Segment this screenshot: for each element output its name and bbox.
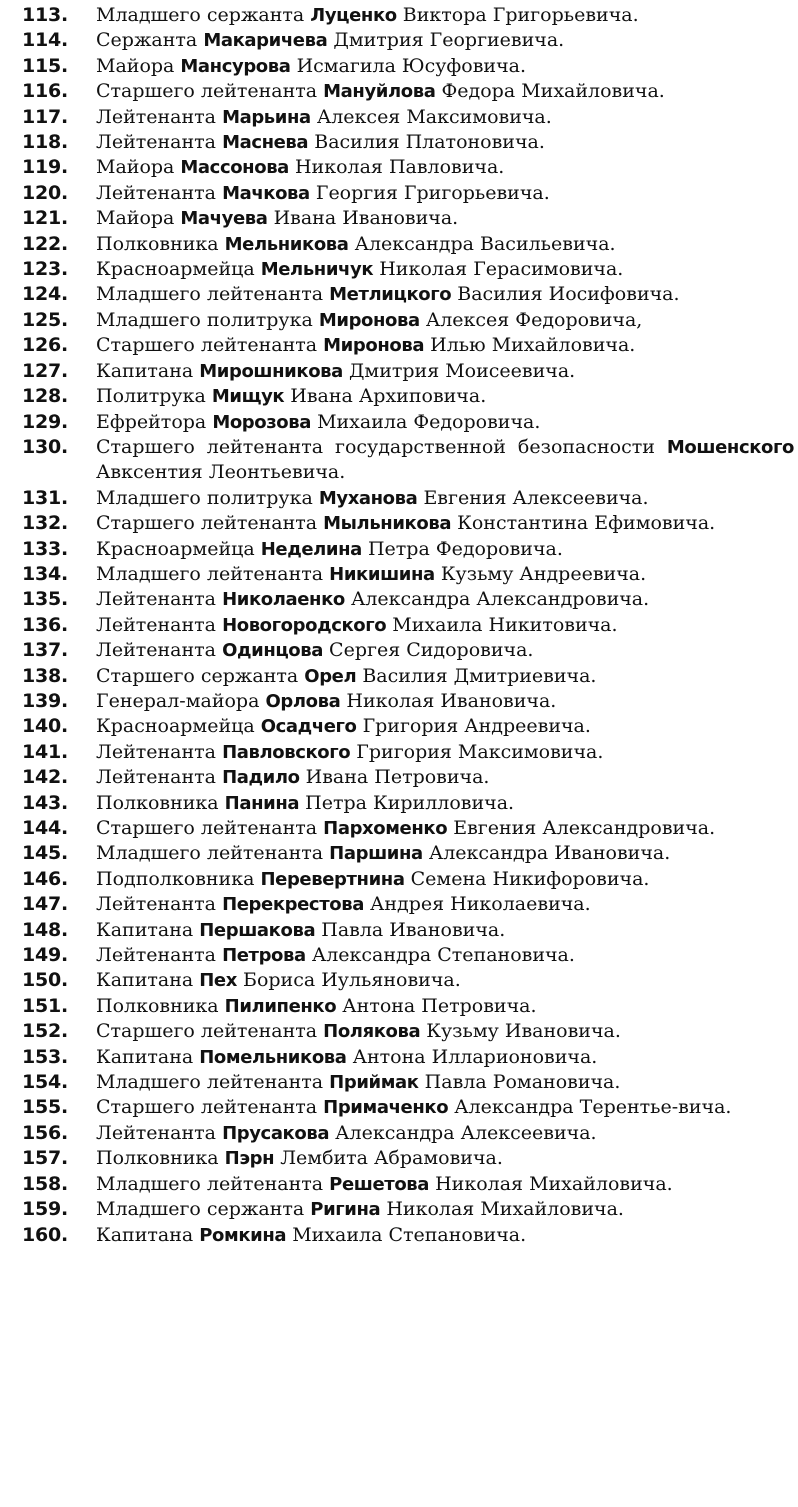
entry-surname: Мищук bbox=[211, 386, 285, 408]
entry-rank: Ефрейтора bbox=[96, 410, 207, 433]
entry-number: 144. bbox=[22, 817, 69, 839]
entry-rank: Полковника bbox=[96, 791, 219, 814]
entry-rank: Капитана bbox=[96, 1223, 194, 1246]
entry-number: 142. bbox=[22, 766, 69, 789]
list-item bbox=[0, 740, 798, 765]
entry-number: 141. bbox=[22, 740, 69, 763]
entry-surname: Мельникова bbox=[224, 233, 349, 255]
entry-rank: Младшего лейтенанта bbox=[96, 283, 324, 306]
entry-rank: Младшего лейтенанта bbox=[96, 842, 324, 865]
entry-rank: Старшего лейтенанта bbox=[96, 80, 318, 103]
entry-text bbox=[96, 1172, 794, 1197]
list-item bbox=[0, 511, 798, 536]
list-item bbox=[0, 765, 798, 790]
list-item bbox=[0, 714, 798, 739]
entry-number: 143. bbox=[22, 791, 69, 814]
entry-surname: Мануйлова bbox=[323, 81, 436, 103]
entry-number: 148. bbox=[22, 918, 69, 941]
entry-number: 146. bbox=[22, 867, 69, 890]
entry-given-names: Ивана Петровича. bbox=[305, 766, 490, 789]
entry-number: 147. bbox=[22, 893, 69, 916]
entry-rank: Капитана bbox=[96, 918, 194, 941]
list-item bbox=[0, 206, 798, 231]
entry-rank: Лейтенанта bbox=[96, 893, 217, 916]
entry-surname: Осадчего bbox=[260, 716, 357, 738]
entry-number: 151. bbox=[22, 994, 69, 1017]
entry-text bbox=[96, 155, 794, 180]
entry-given-names: Константина Ефимовича. bbox=[457, 512, 716, 535]
entry-surname: Массонова bbox=[180, 157, 289, 179]
entry-text bbox=[96, 308, 794, 333]
list-item bbox=[0, 1019, 798, 1044]
entry-number: 113. bbox=[22, 4, 69, 26]
entry-text bbox=[96, 918, 794, 943]
entry-surname: Мансурова bbox=[180, 55, 291, 77]
list-item bbox=[0, 486, 798, 511]
entry-surname: Ромкина bbox=[199, 1224, 287, 1246]
entry-number: 126. bbox=[22, 334, 69, 357]
entry-surname: Перевертнина bbox=[260, 868, 405, 890]
list-item bbox=[0, 664, 798, 689]
list-item bbox=[0, 54, 798, 79]
list-item bbox=[0, 155, 798, 180]
entry-number: 155. bbox=[22, 1096, 69, 1119]
entry-rank: Политрука bbox=[96, 385, 206, 408]
entry-rank: Подполковника bbox=[96, 867, 255, 890]
entry-rank: Майора bbox=[96, 54, 175, 77]
entry-text bbox=[96, 384, 794, 409]
list-item bbox=[0, 587, 798, 612]
entry-text bbox=[96, 968, 794, 993]
entry-rank: Лейтенанта bbox=[96, 181, 217, 204]
entry-rank: Красноармейца bbox=[96, 715, 255, 738]
entry-rank: Полковника bbox=[96, 994, 219, 1017]
entry-rank: Майора bbox=[96, 156, 175, 179]
entry-text bbox=[96, 333, 794, 358]
entry-given-names: Кузьму Андреевича. bbox=[440, 562, 647, 585]
entry-surname: Мирошникова bbox=[199, 360, 343, 382]
entry-text bbox=[96, 892, 794, 917]
entry-rank: Капитана bbox=[96, 1045, 194, 1068]
entry-text bbox=[96, 994, 794, 1019]
entry-rank: Младшего лейтенанта bbox=[96, 562, 324, 585]
entry-given-names: Михаила Степановича. bbox=[292, 1223, 527, 1246]
entry-surname: Першакова bbox=[199, 919, 316, 941]
entry-text bbox=[96, 638, 794, 663]
entry-text bbox=[96, 1223, 794, 1248]
entry-text bbox=[96, 54, 794, 79]
entry-given-names: Евгения Александровича. bbox=[453, 817, 716, 839]
entry-given-names: Семена Никифоровича. bbox=[410, 867, 650, 890]
entry-number: 122. bbox=[22, 232, 69, 255]
entry-surname: Мачуева bbox=[180, 208, 268, 230]
entry-rank: Капитана bbox=[96, 969, 194, 992]
entry-given-names: Алексея Федоровича, bbox=[425, 308, 643, 331]
entry-surname: Мачкова bbox=[222, 182, 310, 204]
entry-text bbox=[96, 206, 794, 231]
entry-given-names: Авксентия Леонтьевича. bbox=[96, 461, 346, 484]
entry-rank: Старшего лейтенанта bbox=[96, 334, 318, 357]
entry-surname: Никишина bbox=[329, 563, 435, 585]
entry-surname: Марьина bbox=[222, 106, 311, 128]
entry-surname: Панина bbox=[224, 792, 300, 814]
entry-given-names: Григория Андреевича. bbox=[362, 715, 591, 738]
list-item bbox=[0, 257, 798, 282]
list-item bbox=[0, 1070, 798, 1095]
entry-rank: Лейтенанта bbox=[96, 766, 217, 789]
entry-given-names: Дмитрия Георгиевича. bbox=[333, 29, 565, 52]
entry-number: 140. bbox=[22, 715, 69, 738]
entry-text bbox=[96, 791, 794, 816]
entry-rank: Лейтенанта bbox=[96, 105, 217, 128]
entry-surname: Маснева bbox=[222, 132, 309, 154]
entry-text bbox=[96, 1045, 794, 1070]
entry-given-names: Бориса Иульяновича. bbox=[242, 969, 461, 992]
entry-text bbox=[96, 740, 794, 765]
entry-rank: Капитана bbox=[96, 359, 194, 382]
entry-rank: Старшего лейтенанта bbox=[96, 512, 318, 535]
entry-surname: Одинцова bbox=[222, 640, 323, 662]
list-item bbox=[0, 791, 798, 816]
entry-surname: Миронова bbox=[323, 335, 425, 357]
entry-number: 116. bbox=[22, 80, 69, 103]
entry-rank: Майора bbox=[96, 207, 175, 230]
list-item bbox=[0, 867, 798, 892]
entry-text bbox=[96, 714, 794, 739]
entry-number: 120. bbox=[22, 181, 69, 204]
list-item bbox=[0, 435, 798, 486]
entry-text bbox=[96, 664, 794, 689]
entry-given-names: Александра Александровича. bbox=[350, 588, 650, 611]
entry-surname: Макаричева bbox=[203, 30, 328, 52]
entry-text bbox=[96, 1121, 794, 1146]
entry-number: 118. bbox=[22, 131, 69, 154]
entry-text bbox=[96, 613, 794, 638]
entry-rank: Лейтенанта bbox=[96, 131, 217, 154]
entry-text bbox=[96, 410, 794, 435]
entry-text bbox=[96, 105, 794, 130]
entry-text bbox=[96, 359, 794, 384]
entry-given-names: Михаила Никитовича. bbox=[392, 613, 618, 636]
entry-given-names: Исмагила Юсуфовича. bbox=[296, 54, 527, 77]
entry-surname: Новогородского bbox=[222, 614, 387, 636]
list-item bbox=[0, 1172, 798, 1197]
entry-surname: Николаенко bbox=[222, 589, 345, 611]
entry-surname: Пех bbox=[199, 970, 237, 992]
entry-surname: Прусакова bbox=[222, 1122, 330, 1144]
entry-given-names: Александра Терентье-вича. bbox=[454, 1096, 732, 1119]
entry-given-names: Дмитрия Моисеевича. bbox=[348, 359, 576, 382]
entry-surname: Миронова bbox=[318, 309, 420, 331]
entry-rank: Младшего сержанта bbox=[96, 1198, 305, 1221]
entry-text bbox=[96, 1197, 794, 1222]
entry-number: 158. bbox=[22, 1172, 69, 1195]
list-item bbox=[0, 1223, 798, 1248]
entry-given-names: Василия Иосифовича. bbox=[457, 283, 680, 306]
entry-surname: Пэрн bbox=[224, 1148, 275, 1170]
entry-number: 159. bbox=[22, 1198, 69, 1221]
entry-given-names: Сергея Сидоровича. bbox=[329, 639, 534, 662]
list-item bbox=[0, 1146, 798, 1171]
entry-surname: Павловского bbox=[222, 741, 351, 763]
entry-given-names: Николая Герасимовича. bbox=[379, 258, 624, 281]
entry-rank: Младшего лейтенанта bbox=[96, 1172, 324, 1195]
list-item bbox=[0, 359, 798, 384]
entry-given-names: Илью Михайловича. bbox=[430, 334, 636, 357]
list-item bbox=[0, 841, 798, 866]
entry-given-names: Павла Ивановича. bbox=[321, 918, 506, 941]
list-item bbox=[0, 79, 798, 104]
entry-surname: Перекрестова bbox=[222, 894, 364, 916]
entry-number: 156. bbox=[22, 1121, 69, 1144]
entry-text bbox=[96, 181, 794, 206]
entry-surname: Орел bbox=[304, 665, 357, 687]
entry-number: 127. bbox=[22, 359, 69, 382]
entry-text bbox=[96, 765, 794, 790]
entry-surname: Падило bbox=[222, 767, 300, 789]
entry-number: 123. bbox=[22, 258, 69, 281]
entry-given-names: Георгия Григорьевича. bbox=[315, 181, 550, 204]
list-item bbox=[0, 282, 798, 307]
entry-text bbox=[96, 867, 794, 892]
entry-surname: Мошенского bbox=[666, 436, 794, 458]
entry-text bbox=[96, 841, 794, 866]
entry-surname: Мельничук bbox=[260, 259, 374, 281]
entry-number: 119. bbox=[22, 156, 69, 179]
list-item bbox=[0, 181, 798, 206]
entry-rank: Красноармейца bbox=[96, 258, 255, 281]
entry-rank: Старшего лейтенанта государственной безопасности bbox=[96, 435, 655, 458]
list-item bbox=[0, 918, 798, 943]
list-item bbox=[0, 638, 798, 663]
entry-given-names: Василия Дмитриевича. bbox=[362, 664, 597, 687]
entry-text bbox=[96, 943, 794, 968]
entry-given-names: Николая Павловича. bbox=[294, 156, 505, 179]
entry-number: 136. bbox=[22, 613, 69, 636]
entry-number: 134. bbox=[22, 562, 69, 585]
entry-rank: Лейтенанта bbox=[96, 944, 217, 967]
entry-text bbox=[96, 130, 794, 155]
entry-rank: Старшего лейтенанта bbox=[96, 817, 318, 839]
list-item bbox=[0, 308, 798, 333]
entry-number: 121. bbox=[22, 207, 69, 230]
entry-number: 160. bbox=[22, 1223, 69, 1246]
entry-rank: Лейтенанта bbox=[96, 740, 217, 763]
entry-number: 125. bbox=[22, 308, 69, 331]
entry-surname: Ригина bbox=[310, 1199, 381, 1221]
entry-number: 137. bbox=[22, 639, 69, 662]
list-item bbox=[0, 994, 798, 1019]
entry-given-names: Михаила Федоровича. bbox=[317, 410, 541, 433]
entry-surname: Петрова bbox=[222, 945, 306, 967]
entry-text bbox=[96, 486, 794, 511]
entry-given-names: Николая Михайловича. bbox=[386, 1198, 624, 1221]
list-item bbox=[0, 384, 798, 409]
list-item bbox=[0, 537, 798, 562]
entry-surname: Мыльникова bbox=[323, 513, 452, 535]
entry-number: 157. bbox=[22, 1147, 69, 1170]
list-item bbox=[0, 232, 798, 257]
list-item bbox=[0, 613, 798, 638]
entry-number: 150. bbox=[22, 969, 69, 992]
entry-surname: Луценко bbox=[310, 5, 397, 26]
entry-text bbox=[96, 257, 794, 282]
list-item bbox=[0, 28, 798, 53]
entry-rank: Старшего лейтенанта bbox=[96, 1020, 318, 1043]
entry-surname: Орлова bbox=[265, 690, 341, 712]
entry-given-names: Кузьму Ивановича. bbox=[426, 1020, 621, 1043]
list-item bbox=[0, 892, 798, 917]
entry-text bbox=[96, 232, 794, 257]
entry-rank: Младшего политрука bbox=[96, 308, 313, 331]
entry-rank: Лейтенанта bbox=[96, 613, 217, 636]
entry-rank: Полковника bbox=[96, 1147, 219, 1170]
entry-number: 135. bbox=[22, 588, 69, 611]
entry-given-names: Николая Михайловича. bbox=[435, 1172, 673, 1195]
entry-text bbox=[96, 28, 794, 53]
entry-surname: Пилипенко bbox=[224, 995, 337, 1017]
entry-given-names: Виктора Григорьевича. bbox=[402, 4, 639, 26]
entry-rank: Лейтенанта bbox=[96, 1121, 217, 1144]
entry-rank: Полковника bbox=[96, 232, 219, 255]
entry-given-names: Николая Ивановича. bbox=[346, 689, 557, 712]
entry-rank: Младшего сержанта bbox=[96, 4, 305, 26]
entry-rank: Младшего политрука bbox=[96, 486, 313, 509]
entry-text bbox=[96, 1070, 794, 1095]
entry-text bbox=[96, 816, 794, 841]
list-item bbox=[0, 410, 798, 435]
list-item bbox=[0, 689, 798, 714]
entry-text bbox=[96, 1095, 794, 1120]
entry-given-names: Василия Платоновича. bbox=[314, 131, 545, 154]
entry-rank: Красноармейца bbox=[96, 537, 255, 560]
entry-number: 130. bbox=[22, 435, 69, 458]
entry-text bbox=[96, 1146, 794, 1171]
entry-given-names: Александра Васильевича. bbox=[354, 232, 616, 255]
list-item bbox=[0, 1045, 798, 1070]
entry-surname: Морозова bbox=[212, 411, 312, 433]
entry-text bbox=[96, 511, 794, 536]
entry-given-names: Петра Кирилловича. bbox=[305, 791, 515, 814]
entry-text bbox=[96, 689, 794, 714]
entry-given-names: Антона Петровича. bbox=[342, 994, 537, 1017]
list-item bbox=[0, 1095, 798, 1120]
entry-text bbox=[96, 1019, 794, 1044]
entry-given-names: Ивана Архиповича. bbox=[290, 385, 487, 408]
entry-given-names: Григория Максимовича. bbox=[356, 740, 604, 763]
entry-number: 117. bbox=[22, 105, 69, 128]
entry-text bbox=[96, 537, 794, 562]
entry-given-names: Лембита Абрамовича. bbox=[280, 1147, 503, 1170]
entry-number: 154. bbox=[22, 1071, 69, 1094]
list-item bbox=[0, 562, 798, 587]
list-item bbox=[0, 943, 798, 968]
entry-number: 138. bbox=[22, 664, 69, 687]
entry-number: 124. bbox=[22, 283, 69, 306]
entry-given-names: Ивана Ивановича. bbox=[273, 207, 459, 230]
entry-given-names: Антона Илларионовича. bbox=[352, 1045, 598, 1068]
entry-number: 153. bbox=[22, 1045, 69, 1068]
entry-number: 133. bbox=[22, 537, 69, 560]
list-item bbox=[0, 816, 798, 841]
entry-number: 149. bbox=[22, 944, 69, 967]
list-item bbox=[0, 130, 798, 155]
entry-number: 145. bbox=[22, 842, 69, 865]
entry-surname: Примаченко bbox=[323, 1097, 449, 1119]
entry-surname: Решетова bbox=[329, 1173, 430, 1195]
entry-surname: Неделина bbox=[260, 538, 362, 560]
entry-number: 115. bbox=[22, 54, 69, 77]
list-item bbox=[0, 1197, 798, 1222]
entry-given-names: Петра Федоровича. bbox=[367, 537, 563, 560]
entry-surname: Полякова bbox=[323, 1021, 421, 1043]
entry-surname: Помельникова bbox=[199, 1046, 347, 1068]
list-item bbox=[0, 1121, 798, 1146]
entry-surname: Пархоменко bbox=[323, 818, 448, 839]
entry-number: 129. bbox=[22, 410, 69, 433]
entry-rank: Младшего лейтенанта bbox=[96, 1071, 324, 1094]
entry-text bbox=[96, 79, 794, 104]
entry-given-names: Андрея Николаевича. bbox=[370, 893, 591, 916]
entry-rank: Лейтенанта bbox=[96, 639, 217, 662]
entry-given-names: Алексея Максимовича. bbox=[316, 105, 552, 128]
entry-text bbox=[96, 587, 794, 612]
entry-text bbox=[96, 3, 794, 28]
entry-given-names: Евгения Алексеевича. bbox=[423, 486, 649, 509]
entry-given-names: Александра Алексеевича. bbox=[335, 1121, 597, 1144]
entry-surname: Метлицкого bbox=[329, 284, 452, 306]
entry-given-names: Павла Романовича. bbox=[424, 1071, 621, 1094]
entry-text bbox=[96, 435, 794, 486]
entry-text bbox=[96, 282, 794, 307]
entry-number: 114. bbox=[22, 29, 69, 52]
entry-rank: Старшего лейтенанта bbox=[96, 1096, 318, 1119]
entry-surname: Паршина bbox=[329, 843, 423, 865]
entry-given-names: Федора Михайловича. bbox=[441, 80, 665, 103]
entry-number: 128. bbox=[22, 385, 69, 408]
entry-text bbox=[96, 562, 794, 587]
entry-number: 139. bbox=[22, 689, 69, 712]
entry-rank: Лейтенанта bbox=[96, 588, 217, 611]
entry-number: 131. bbox=[22, 486, 69, 509]
entry-given-names: Александра Степановича. bbox=[311, 944, 575, 967]
list-item bbox=[0, 105, 798, 130]
entry-surname: Приймак bbox=[329, 1072, 419, 1094]
entry-surname: Муханова bbox=[318, 487, 418, 509]
list-item bbox=[0, 3, 798, 28]
entry-rank: Сержанта bbox=[96, 29, 198, 52]
award-list bbox=[0, 3, 798, 1248]
list-item bbox=[0, 333, 798, 358]
entry-number: 152. bbox=[22, 1020, 69, 1043]
entry-number: 132. bbox=[22, 512, 69, 535]
entry-rank: Генерал-майора bbox=[96, 689, 260, 712]
entry-given-names: Александра Ивановича. bbox=[428, 842, 671, 865]
list-item bbox=[0, 968, 798, 993]
entry-rank: Старшего сержанта bbox=[96, 664, 299, 687]
